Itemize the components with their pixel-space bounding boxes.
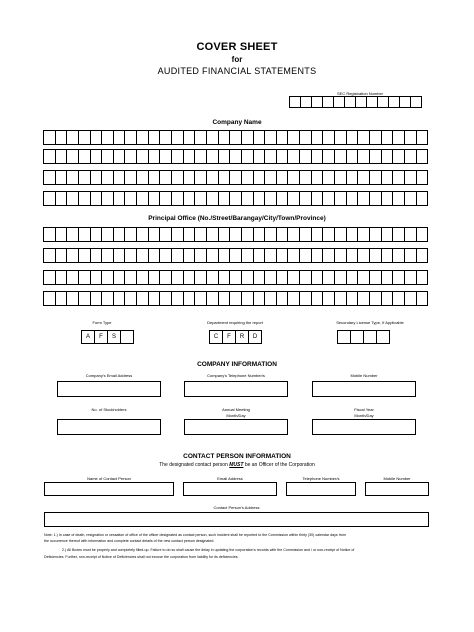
department-box[interactable]: F bbox=[222, 330, 236, 344]
secondary-license-box[interactable] bbox=[337, 330, 351, 344]
company-name-row[interactable] bbox=[43, 170, 427, 185]
form-type-box[interactable]: S bbox=[107, 330, 121, 344]
company-name-row[interactable] bbox=[43, 191, 427, 206]
secondary-license-boxes[interactable] bbox=[337, 330, 389, 344]
contact-email-field[interactable] bbox=[183, 482, 277, 496]
department-box[interactable]: C bbox=[209, 330, 223, 344]
secondary-license-label: Secondary License Type, If Applicable bbox=[336, 320, 404, 325]
contact-note-suffix: be an Officer of the Corporation bbox=[244, 462, 315, 468]
department-box[interactable]: R bbox=[235, 330, 249, 344]
company-name-box[interactable] bbox=[416, 130, 429, 145]
note-2-line-2: Deficiencies. Further, non-receipt of Notice of Deficiencies shall not excuse the corporation from liability for its deficiencies. bbox=[44, 555, 239, 559]
contact-telephone-field[interactable] bbox=[286, 482, 356, 496]
secondary-license-box[interactable] bbox=[376, 330, 390, 344]
company-telephone-label: Company's Telephone Number/s bbox=[207, 373, 265, 378]
contact-name-field[interactable] bbox=[44, 482, 174, 496]
page-title-for: for bbox=[231, 55, 243, 64]
contact-name-label: Name of Contact Person bbox=[87, 476, 131, 481]
secondary-license-box[interactable] bbox=[363, 330, 377, 344]
principal-office-row[interactable] bbox=[43, 270, 427, 285]
company-email-label: Company's Email Address bbox=[85, 373, 133, 378]
form-type-boxes[interactable] bbox=[81, 330, 133, 344]
contact-mobile-label: Mobile Number bbox=[383, 476, 411, 481]
department-label: Department requiring the report bbox=[207, 320, 263, 325]
company-mobile-field[interactable] bbox=[312, 381, 416, 397]
annual-meeting-field[interactable] bbox=[184, 419, 288, 435]
company-name-row[interactable] bbox=[43, 149, 427, 164]
principal-office-row[interactable] bbox=[43, 291, 427, 306]
company-name-box[interactable] bbox=[416, 191, 429, 206]
contact-telephone-label: Telephone Number/s bbox=[302, 476, 340, 481]
page-title: COVER SHEET bbox=[196, 41, 278, 53]
form-type-box[interactable]: F bbox=[94, 330, 108, 344]
stockholders-label: No. of Stockholders bbox=[91, 407, 127, 412]
company-name-box[interactable] bbox=[416, 149, 429, 164]
sec-registration-boxes[interactable] bbox=[289, 96, 421, 108]
fiscal-year-field[interactable] bbox=[312, 419, 416, 435]
fiscal-year-label: Fiscal Year bbox=[354, 407, 374, 412]
company-information-heading: COMPANY INFORMATION bbox=[197, 361, 277, 368]
contact-note-must: MUST bbox=[229, 462, 244, 468]
form-type-label: Form Type bbox=[92, 320, 112, 325]
company-name-box[interactable] bbox=[416, 170, 429, 185]
principal-office-row[interactable] bbox=[43, 227, 427, 242]
company-mobile-label: Mobile Number bbox=[350, 373, 378, 378]
stockholders-field[interactable] bbox=[57, 419, 161, 435]
company-name-label: Company Name bbox=[212, 119, 262, 126]
principal-office-box[interactable] bbox=[416, 248, 429, 263]
principal-office-box[interactable] bbox=[416, 227, 429, 242]
note-1-line-2: the occurrence thereof with information and complete contact details of the new contact person designated. bbox=[44, 539, 215, 543]
form-type-box[interactable] bbox=[120, 330, 134, 344]
contact-address-field[interactable] bbox=[44, 512, 429, 527]
contact-note-prefix: The designated contact person bbox=[159, 462, 228, 468]
company-email-field[interactable] bbox=[57, 381, 161, 397]
contact-person-note bbox=[0, 462, 474, 468]
annual-meeting-sub: Month/Day bbox=[226, 413, 246, 418]
note-2-line-1: 2.) All Boxes must be properly and completely filled-up. Failure to do so shall cause the delay in updating the corporation's records with the Commission and / or non-receipt of Notice of bbox=[62, 548, 355, 552]
form-type-box[interactable]: A bbox=[81, 330, 95, 344]
sec-registration-label: SEC Registration Number bbox=[336, 91, 384, 96]
note-1-line-1: Note: 1.) In case of death, resignation or cessation of office of the officer designated as contact person, such incident shall be reported to the Commission within thirty (30) calendar days from bbox=[44, 533, 346, 537]
company-telephone-field[interactable] bbox=[184, 381, 288, 397]
company-name-row[interactable] bbox=[43, 130, 427, 145]
department-box[interactable]: D bbox=[248, 330, 262, 344]
page-subtitle: AUDITED FINANCIAL STATEMENTS bbox=[157, 66, 317, 76]
principal-office-row[interactable] bbox=[43, 248, 427, 263]
contact-mobile-field[interactable] bbox=[365, 482, 429, 496]
principal-office-label: Principal Office (No./Street/Barangay/City/Town/Province) bbox=[148, 215, 326, 222]
contact-person-heading: CONTACT PERSON INFORMATION bbox=[183, 453, 291, 460]
principal-office-box[interactable] bbox=[416, 291, 429, 306]
annual-meeting-label: Annual Meeting bbox=[222, 407, 250, 412]
department-boxes[interactable] bbox=[209, 330, 261, 344]
secondary-license-box[interactable] bbox=[350, 330, 364, 344]
contact-address-label: Contact Person's Address bbox=[213, 505, 260, 510]
sec-registration-box[interactable] bbox=[410, 96, 422, 108]
contact-email-label: Email Address bbox=[217, 476, 243, 481]
principal-office-box[interactable] bbox=[416, 270, 429, 285]
fiscal-year-sub: Month/Day bbox=[354, 413, 374, 418]
